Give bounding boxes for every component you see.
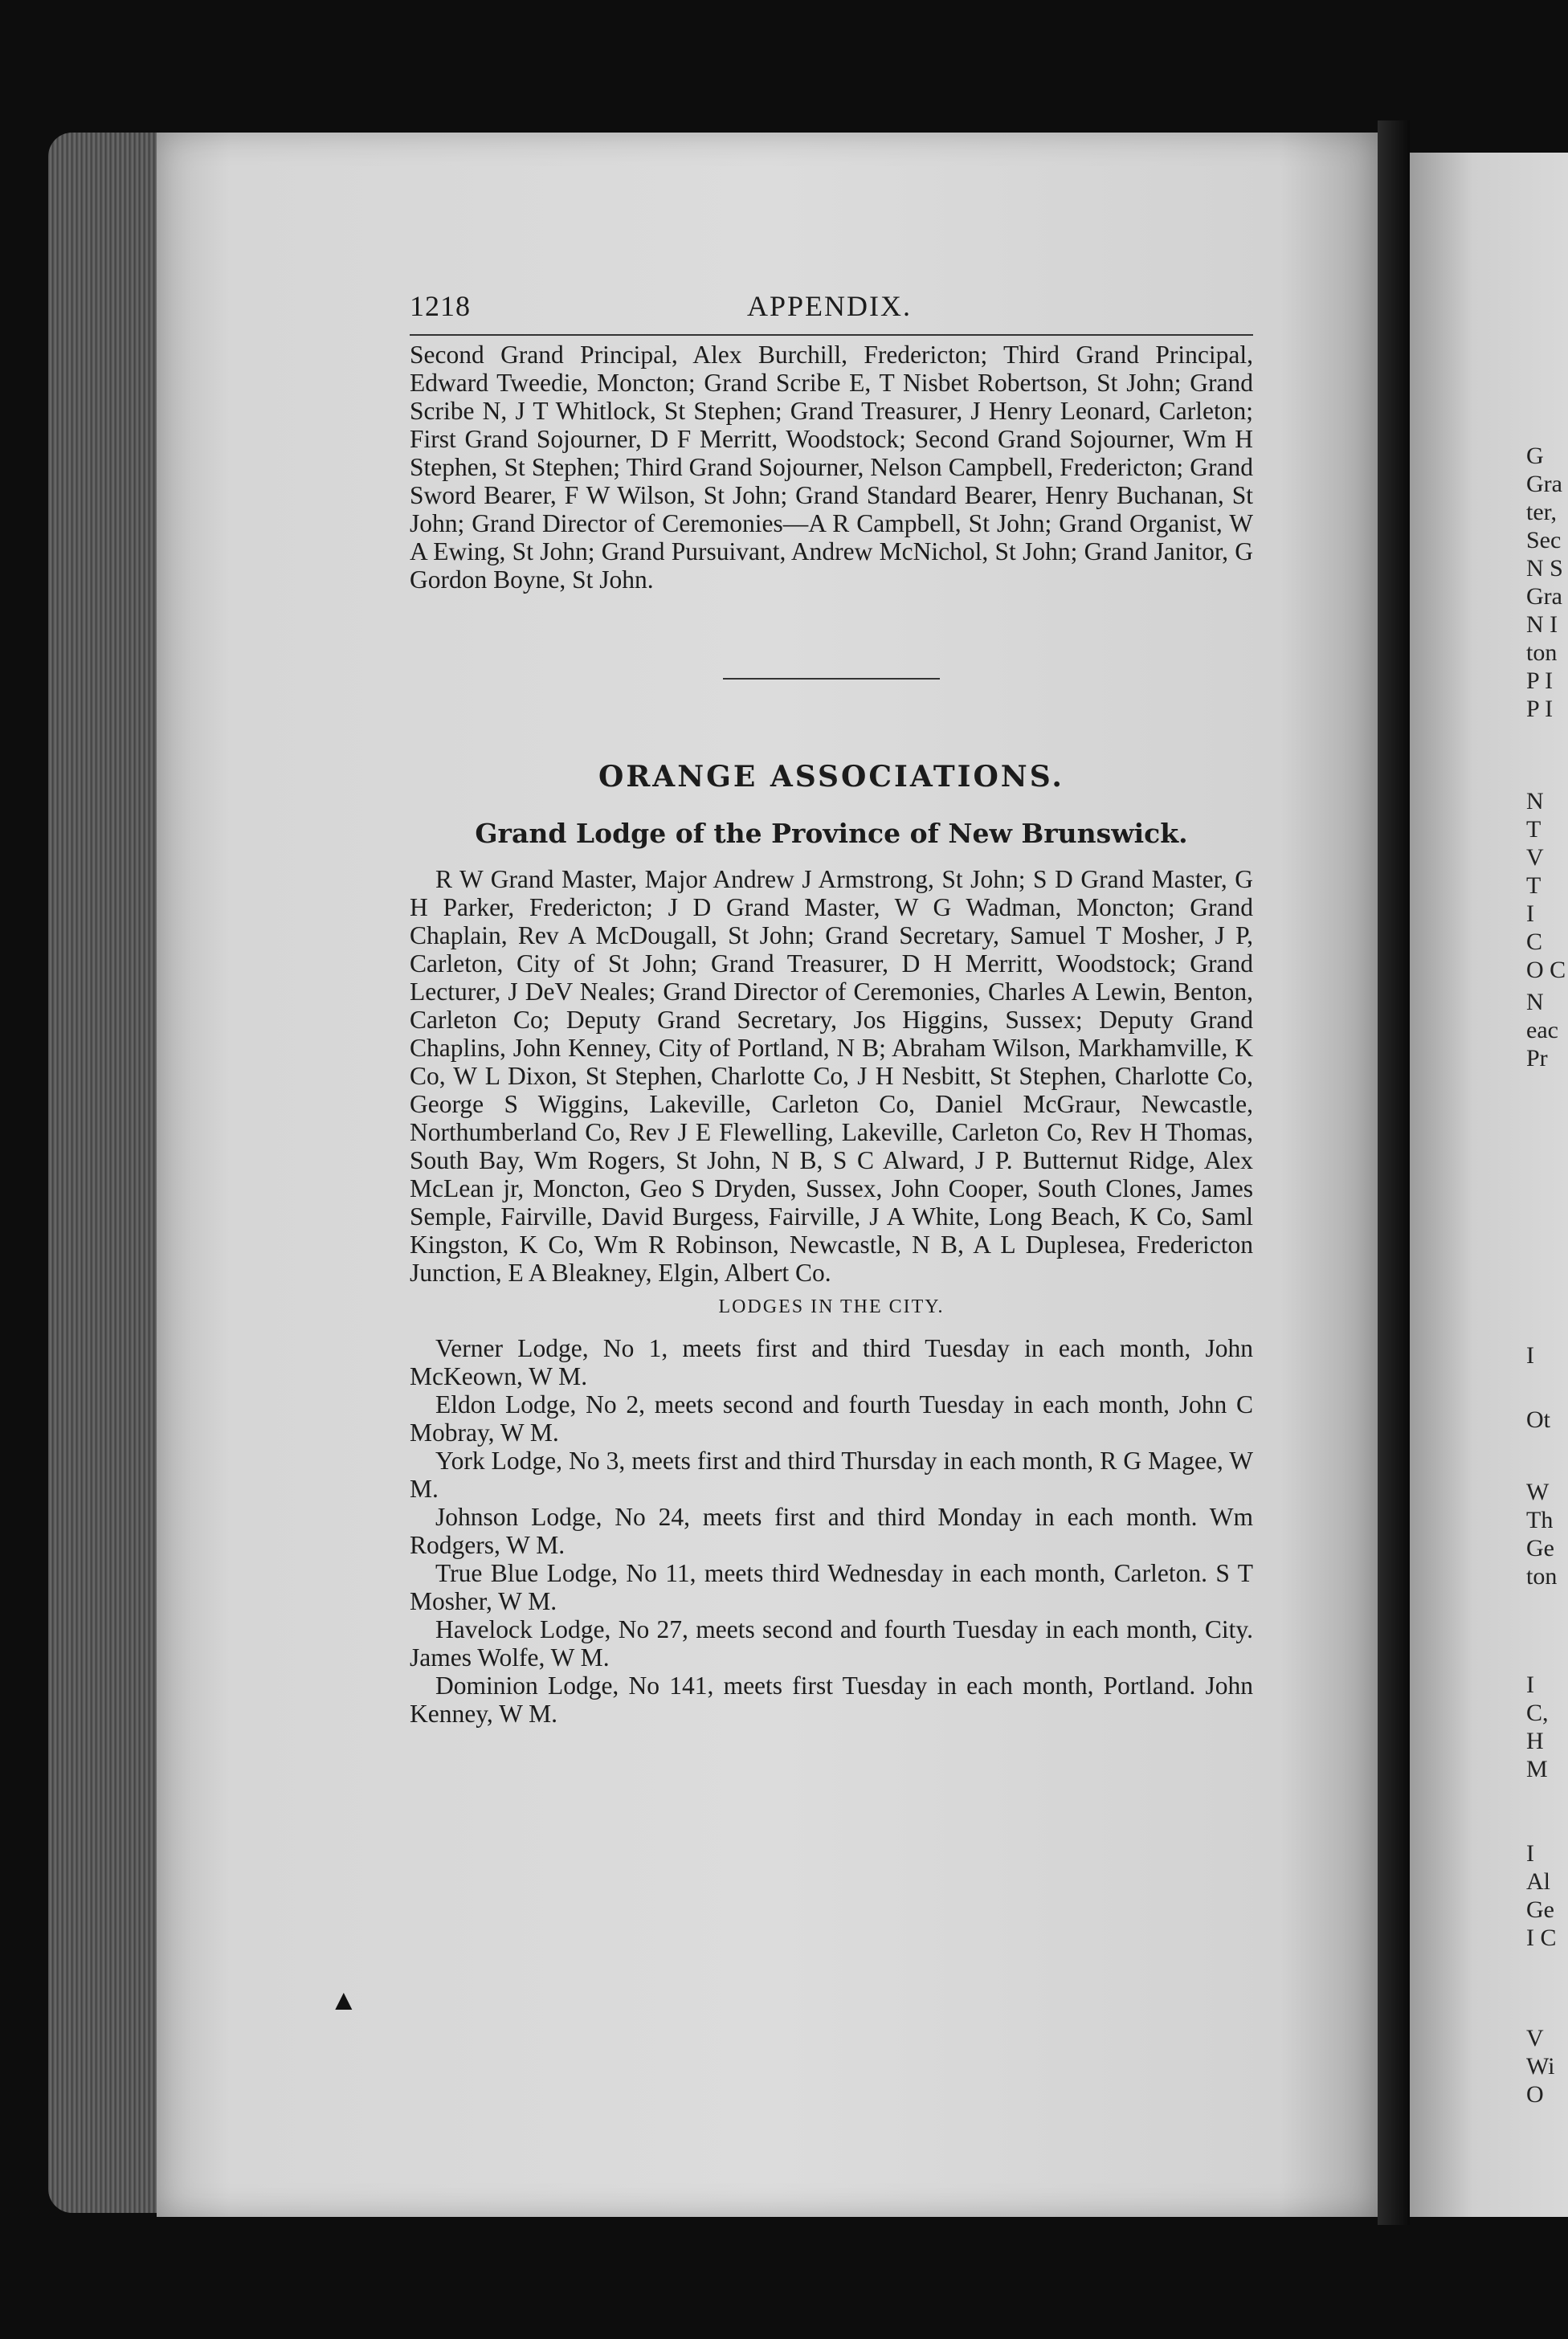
right-page-fragment-text: P I xyxy=(1526,667,1554,694)
right-page-fragment-text: I xyxy=(1526,1672,1534,1698)
right-page-fragment-text: C, xyxy=(1526,1700,1549,1726)
lodge-list xyxy=(410,1334,1253,1728)
right-page-fragment-text: Sec xyxy=(1526,527,1562,553)
right-page-fragment-text: eac xyxy=(1526,1017,1558,1043)
right-page-fragment-text: I xyxy=(1526,900,1534,927)
right-page-fragment-text: N xyxy=(1526,989,1544,1015)
right-page-fragment-text: ton xyxy=(1526,1563,1558,1590)
right-page-fragment-text: V xyxy=(1526,844,1544,871)
right-page-fragment-text: Th xyxy=(1526,1507,1554,1533)
lodge-entry-johnson: Johnson Lodge, No 24, meets first and third Monday in each month. Wm Rodgers, W M. xyxy=(410,1503,1253,1559)
opening-paragraph: Second Grand Principal, Alex Burchill, Fredericton; Third Grand Principal, Edward Tweedie, Moncton; Grand Scribe E, T Nisbet Robertson, St John; Grand Scribe N, J T Whitlock, St Stephen; Grand Treasurer, J Henry Leonard, Carleton; First Grand Sojourner, D F Merritt, Woodstock; Second Grand Sojourner, Wm H Stephen, St Stephen; Third Grand Sojourner, Nelson Campbell, Fredericton; Grand Sword Bearer, F W Wilson, St John; Grand Standard Bearer, Henry Buchanan, St John; Grand Director of Ceremonies—A R Campbell, St John; Grand Organist, W A Ewing, St John; Grand Pursuivant, Andrew McNichol, St John; Grand Janitor, G Gordon Boyne, St John. xyxy=(410,341,1253,594)
running-head xyxy=(410,289,1253,329)
right-page-fragment-text: G xyxy=(1526,443,1544,469)
right-page-fragment-text: Al xyxy=(1526,1868,1550,1895)
right-page-fragment-text: N I xyxy=(1526,611,1558,638)
right-page-fragment-text: T xyxy=(1526,816,1541,843)
right-page-fragment-text: O C xyxy=(1526,957,1566,983)
right-page-fragment-text: H xyxy=(1526,1728,1544,1754)
right-page-fragment-text: Ot xyxy=(1526,1406,1550,1433)
right-page-fragment-text: C xyxy=(1526,929,1543,955)
right-page-fragment-text: W xyxy=(1526,1479,1550,1505)
right-page-fragment-text: M xyxy=(1526,1756,1548,1782)
right-page-fragment-text: I xyxy=(1526,1342,1534,1369)
right-page-fragment-text: N S xyxy=(1526,555,1563,582)
right-page-fragment-text: ton xyxy=(1526,639,1558,666)
book-page-edges xyxy=(48,133,169,2213)
right-page-fragment-text: T xyxy=(1526,872,1541,899)
right-page-fragment-text: Wi xyxy=(1526,2053,1555,2080)
page-content xyxy=(410,289,1253,1728)
margin-mark-icon: ▲ xyxy=(329,1984,358,2016)
book-gutter xyxy=(1378,120,1410,2225)
lodge-entry-york: York Lodge, No 3, meets first and third Thursday in each month, R G Magee, W M. xyxy=(410,1447,1253,1503)
right-page-fragment-text: ter, xyxy=(1526,499,1557,525)
running-head-title: APPENDIX. xyxy=(747,290,913,322)
right-page-fragment-text: V xyxy=(1526,2025,1544,2051)
lodge-entry-eldon: Eldon Lodge, No 2, meets second and fourth Tuesday in each month, John C Mobray, W M. xyxy=(410,1390,1253,1447)
section-title: ORANGE ASSOCIATIONS. xyxy=(598,760,1064,794)
lodge-entry-havelock: Havelock Lodge, No 27, meets second and fourth Tuesday in each month, City. James Wolfe, W M. xyxy=(410,1615,1253,1672)
lodge-entry-dominion: Dominion Lodge, No 141, meets first Tuesday in each month, Portland. John Kenney, W M. xyxy=(410,1672,1253,1728)
lodge-entry-verner: Verner Lodge, No 1, meets first and third Tuesday in each month, John McKeown, W M. xyxy=(410,1334,1253,1390)
lodge-entry-true-blue: True Blue Lodge, No 11, meets third Wednesday in each month, Carleton. S T Mosher, W M. xyxy=(410,1559,1253,1615)
grand-lodge-officers: R W Grand Master, Major Andrew J Armstrong, St John; S D Grand Master, G H Parker, Fredericton; J D Grand Master, W G Wadman, Moncton; Grand Chaplain, Rev A McDougall, St John; Grand Secretary, Samuel T Mosher, J P, Carleton, City of St John; Grand Treasurer, D H Merritt, Woodstock; Grand Lecturer, J DeV Neales; Grand Director of Ceremonies, Charles A Lewin, Benton, Carleton Co; Deputy Grand Secretary, Jos Higgins, Sussex; Deputy Grand Chaplins, John Kenney, City of Portland, N B; Abraham Wilson, Markhamville, K Co, W L Dixon, St Stephen, Charlotte Co, J H Nesbitt, St Stephen, Charlotte Co, George S Wiggins, Lakeville, Carleton Co, Daniel McGraur, Newcastle, Northumberland Co, Rev J E Flewelling, Lakeville, Carleton Co, Rev H Thomas, South Bay, Wm Rogers, St John, N B, S C Alward, J P. Butternut Ridge, Alex McLean jr, Moncton, Geo S Dryden, Sussex, John Cooper, South Clones, James Semple, Fairville, David Burgess, Fairville, J A White, Long Beach, K Co, Saml Kingston, K Co, Wm R Robinson, Newcastle, N B, A L Duplesea, Fredericton Junction, E A Bleakney, Elgin, Albert Co. xyxy=(410,865,1253,1287)
right-page-fragment-text: Pr xyxy=(1526,1045,1548,1072)
right-page-fragment-text: I xyxy=(1526,1840,1534,1867)
right-page-fragment-text: Ge xyxy=(1526,1535,1554,1561)
right-page-fragment xyxy=(1410,153,1568,2217)
right-page-fragment-text: O xyxy=(1526,2081,1544,2108)
right-page-fragment-text: Gra xyxy=(1526,471,1562,497)
right-page-fragment-text: Gra xyxy=(1526,583,1562,610)
grand-lodge-title: Grand Lodge of the Province of New Brunswick. xyxy=(475,818,1188,849)
right-page-fragment-text: Ge xyxy=(1526,1896,1554,1923)
right-page-fragment-text: N xyxy=(1526,788,1544,814)
running-head-rule xyxy=(410,334,1253,336)
lodges-heading: LODGES IN THE CITY. xyxy=(718,1296,945,1317)
right-page-fragment-text: I C xyxy=(1526,1925,1557,1951)
page-number: 1218 xyxy=(410,290,471,322)
right-page-fragment-text: P I xyxy=(1526,696,1554,722)
section-divider xyxy=(723,678,940,680)
